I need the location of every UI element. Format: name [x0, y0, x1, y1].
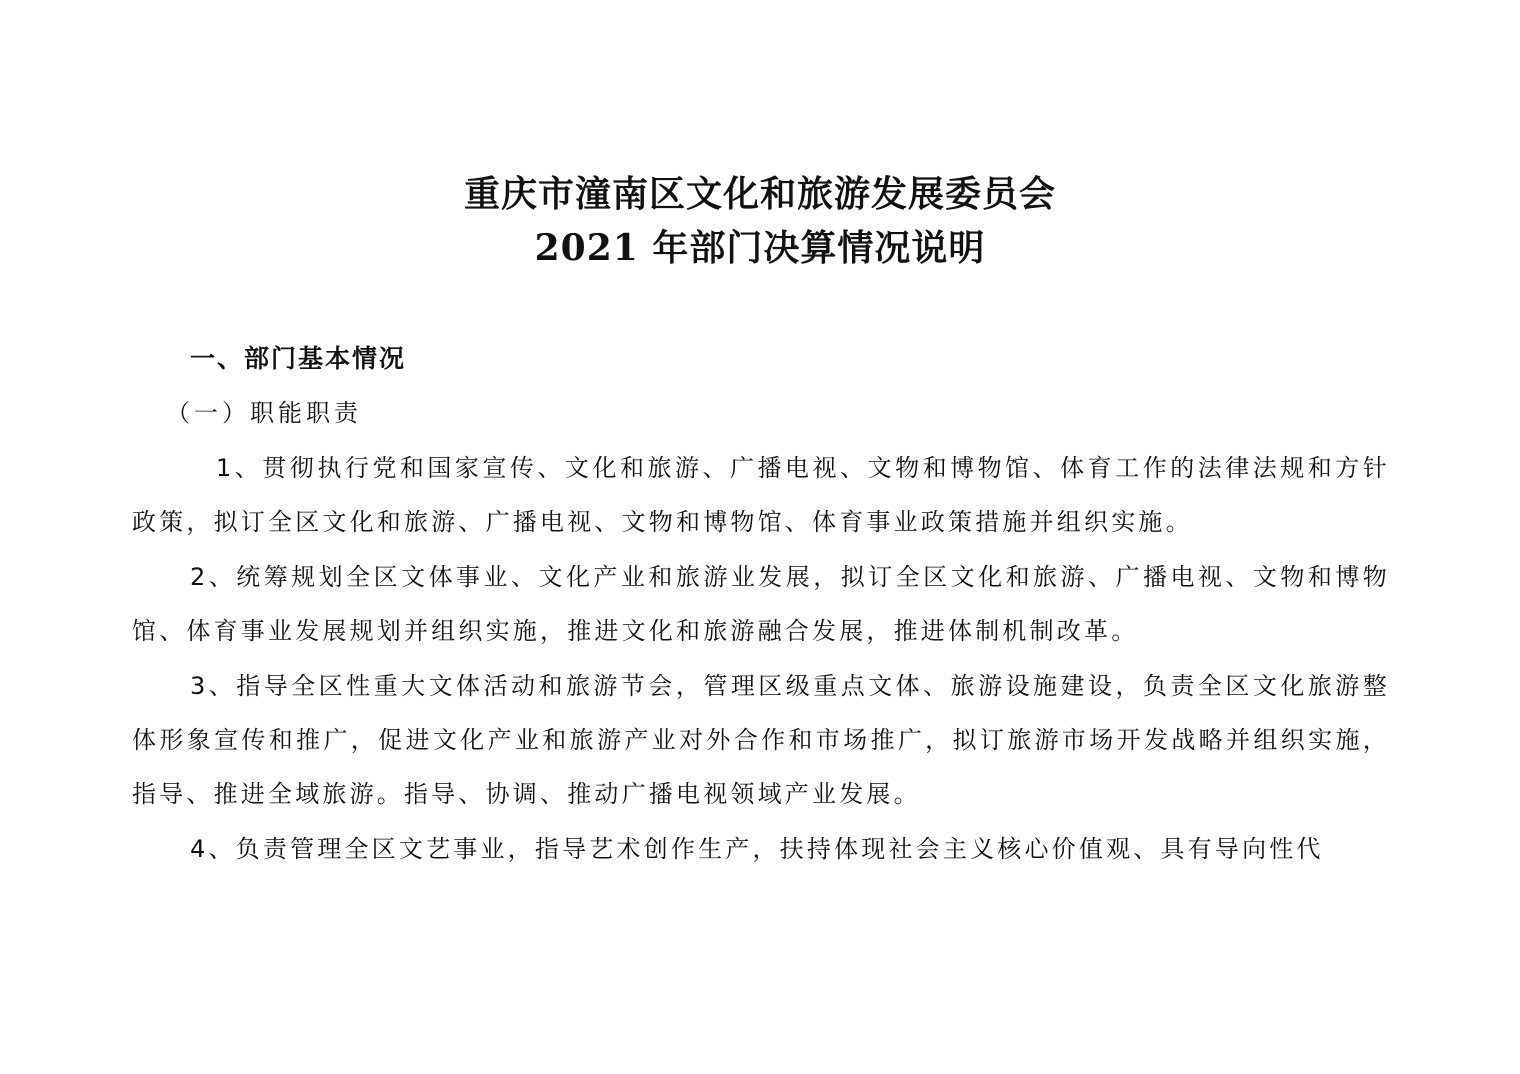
document-title-line-2: 2021 年部门决算情况说明 [534, 227, 986, 269]
paragraph-item-2: 2、统筹规划全区文体事业、文化产业和旅游业发展，拟订全区文化和旅游、广播电视、文物和博物馆、体育事业发展规划并组织实施，推进文化和旅游融合发展，推进体制机制改革。 [132, 563, 1390, 645]
subsection-heading-functions: （一）职能职责 [166, 399, 362, 427]
document-title-line-1: 重庆市潼南区文化和旅游发展委员会 [463, 173, 1056, 215]
paragraph-item-1: 1、贯彻执行党和国家宣传、文化和旅游、广播电视、文物和博物馆、体育工作的法律法规和方针政策，拟订全区文化和旅游、广播电视、文物和博物馆、体育事业政策措施并组织实施。 [132, 454, 1390, 536]
paragraph-item-3: 3、指导全区性重大文体活动和旅游节会，管理区级重点文体、旅游设施建设，负责全区文化旅游整体形象宣传和推广，促进文化产业和旅游产业对外合作和市场推广，拟订旅游市场开发战略并组织实施，指导、推进全域旅游。指导、协调、推动广播电视领域产业发展。 [132, 672, 1390, 808]
section-heading-basic-info: 一、部门基本情况 [190, 344, 407, 373]
paragraph-item-4: 4、负责管理全区文艺事业，指导艺术创作生产，扶持体现社会主义核心价值观、具有导向性代 [190, 835, 1324, 863]
